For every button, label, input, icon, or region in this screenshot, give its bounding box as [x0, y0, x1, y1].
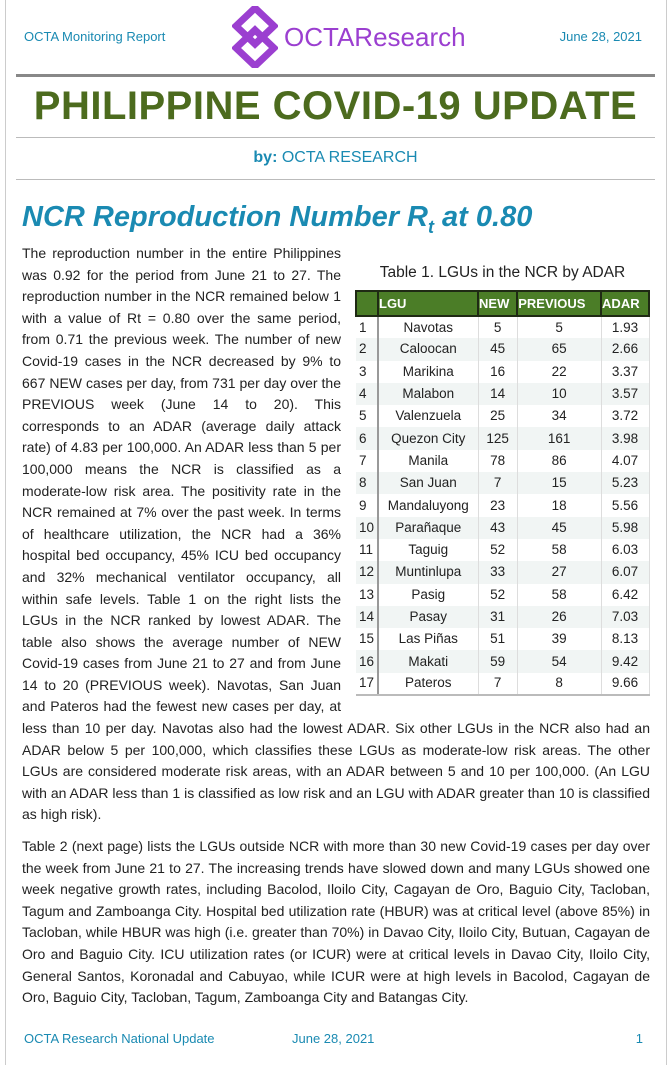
- table-cell: 13: [356, 584, 378, 606]
- table-row: [356, 383, 649, 405]
- table-cell: 5.98: [601, 517, 649, 539]
- table-cell: Quezon City: [378, 427, 478, 449]
- table-cell: 22: [517, 361, 601, 383]
- table-cell: 65: [517, 338, 601, 360]
- column-header: ADAR: [601, 291, 649, 316]
- table-row: [356, 361, 649, 383]
- table-cell: 14: [356, 606, 378, 628]
- table-cell: 45: [517, 517, 601, 539]
- table-cell: 33: [478, 561, 517, 583]
- column-header: LGU: [378, 291, 478, 316]
- table-cell: 10: [356, 517, 378, 539]
- table-cell: 6.42: [601, 584, 649, 606]
- footer-date: June 28, 2021: [292, 1030, 375, 1046]
- table-cell: 2: [356, 338, 378, 360]
- table-row: [356, 606, 649, 628]
- table-cell: 3.37: [601, 361, 649, 383]
- table-cell: 5.56: [601, 494, 649, 516]
- table-cell: 1.93: [601, 316, 649, 338]
- table-cell: 23: [478, 494, 517, 516]
- table-cell: 7: [478, 673, 517, 695]
- table-cell: Malabon: [378, 383, 478, 405]
- footer-title: OCTA Research National Update: [24, 1030, 215, 1046]
- section-heading: [22, 199, 532, 245]
- table-cell: Pasig: [378, 584, 478, 606]
- table-cell: 39: [517, 628, 601, 650]
- table-cell: 54: [517, 650, 601, 672]
- table-cell: 3.98: [601, 427, 649, 449]
- report-label: OCTA Monitoring Report: [24, 29, 166, 44]
- table-cell: 3: [356, 361, 378, 383]
- table-cell: 17: [356, 673, 378, 695]
- divider: [16, 137, 655, 138]
- table-caption: Table 1. LGUs in the NCR by ADAR: [379, 264, 626, 281]
- table-row: [356, 539, 649, 561]
- table-cell: Manila: [378, 450, 478, 472]
- table-cell: Pasay: [378, 606, 478, 628]
- table-cell: 16: [478, 361, 517, 383]
- table-cell: 9.66: [601, 673, 649, 695]
- table-cell: 27: [517, 561, 601, 583]
- heading-suffix: at 0.80: [434, 201, 533, 233]
- table-cell: Makati: [378, 650, 478, 672]
- table-cell: 16: [356, 650, 378, 672]
- table-cell: 3.72: [601, 405, 649, 427]
- table-cell: 161: [517, 427, 601, 449]
- logo-text: OCTAResearch: [284, 21, 466, 52]
- table-cell: 6: [356, 427, 378, 449]
- report-date: June 28, 2021: [559, 29, 642, 44]
- page-title: PHILIPPINE COVID-19 UPDATE: [33, 84, 638, 128]
- table-cell: Mandaluyong: [378, 494, 478, 516]
- table-row: [356, 561, 649, 583]
- table-row: [356, 427, 649, 449]
- table-cell: Caloocan: [378, 338, 478, 360]
- table-cell: Valenzuela: [378, 405, 478, 427]
- page-footer: [0, 1031, 671, 1065]
- octa-logo-icon: [232, 6, 278, 68]
- table-cell: 5: [517, 316, 601, 338]
- table-row: [356, 472, 649, 494]
- table-cell: 2.66: [601, 338, 649, 360]
- column-header: [356, 291, 378, 316]
- table-cell: 5: [356, 405, 378, 427]
- table-row: [356, 405, 649, 427]
- octa-logo: [232, 6, 466, 68]
- table-cell: 58: [517, 539, 601, 561]
- table-cell: 3.57: [601, 383, 649, 405]
- table-row: [356, 628, 649, 650]
- paragraph-2: Table 2 (next page) lists the LGUs outside NCR with more than 30 new Covid-19 cases per day over the week from June 21 to 27. The increasing trends have slowed down and many LGUs showed one week negative growth rates, including Bacolod, Iloilo City, Cagayan de Oro, Baguio City, Tacloban, Tagum and Zamboanga City. Hospital bed utilization rate (HBUR) was at critical level (above 85%) in Tacloban, while HBUR was high (i.e. greater than 70%) in Davao City, Iloilo City, Butuan, Cagayan de Oro and Baguio City. ICU utilization rates (or ICUR) were at critical levels in Davao City, Iloilo City, General Santos, Koronadal and Cabuyao, while ICUR were at high levels in Bacolod, Cagayan de Oro, Baguio City, Tacloban, Tagum, Zamboanga City and Batangas City.: [22, 838, 650, 1006]
- table-cell: 26: [517, 606, 601, 628]
- table-cell: 7: [356, 450, 378, 472]
- table-cell: Navotas: [378, 316, 478, 338]
- table-cell: 9: [356, 494, 378, 516]
- table-cell: Las Piñas: [378, 628, 478, 650]
- heading-text: NCR Reproduction Number R: [22, 201, 428, 233]
- table-cell: 5: [478, 316, 517, 338]
- byline: [0, 149, 671, 167]
- table-cell: 5.23: [601, 472, 649, 494]
- table-cell: 4.07: [601, 450, 649, 472]
- table-cell: 15: [517, 472, 601, 494]
- paragraph-1: The reproduction number in the entire Philippines was 0.92 for the period from June 21 to 27. The reproduction number in the NCR remained below 1 with a value of Rt = 0.80 over the same period, from 0.71 the previous week. The number of new Covid-19 cases in the NCR decreased by 9% to 667 NEW cases per day, from 731 per day over the PREVIOUS week (June 14 to 20). This corresponds to an ADAR (average daily attack rate) of 4.83 per 100,000. An ADAR less than 5 per 100,000 means the NCR is classified as a moderate-low risk area. The positivity rate in the NCR remained at 7% over the past week. In terms of healthcare utilization, the NCR had a 36% hospital bed occupancy, 45% ICU bed occupancy and 32% mechanical ventilator occupancy, all within safe levels. Table 1 on the right lists the LGUs in the NCR ranked by lowest ADAR. The table also shows the average number of NEW Covid-19 cases from June 21 to 27 and from June 14 to 20 (PREVIOUS week). Navotas, San Juan and Pateros had the fewest new cases per day, at less than 10 per day. Navotas also had the lowest ADAR. Six other LGUs in the NCR also had an ADAR below 5 per 100,000, which classifies these LGUs as moderate-low risk areas. The other LGUs are considered moderate risk areas, with an ADAR between 5 and 10 per 100,000. (An LGU with an ADAR less than 1 is classified as low risk and an LGU with ADAR greater than 10 is classified as high risk).: [22, 245, 650, 823]
- divider: [16, 74, 655, 77]
- table-row: [356, 316, 649, 338]
- table-cell: 14: [478, 383, 517, 405]
- table-cell: 34: [517, 405, 601, 427]
- table-cell: Taguig: [378, 539, 478, 561]
- table-cell: 18: [517, 494, 601, 516]
- table-cell: 9.42: [601, 650, 649, 672]
- byline-prefix: by:: [253, 149, 278, 166]
- table-cell: 1: [356, 316, 378, 338]
- table-cell: Parañaque: [378, 517, 478, 539]
- table-row: [356, 584, 649, 606]
- table-cell: 52: [478, 584, 517, 606]
- table-cell: 10: [517, 383, 601, 405]
- table-row: [356, 494, 649, 516]
- table-cell: Muntinlupa: [378, 561, 478, 583]
- table-cell: 52: [478, 539, 517, 561]
- table-cell: 31: [478, 606, 517, 628]
- column-header: PREVIOUS: [517, 291, 601, 316]
- table-cell: 11: [356, 539, 378, 561]
- table-cell: 7: [478, 472, 517, 494]
- byline-author: OCTA RESEARCH: [281, 149, 418, 166]
- table-cell: 43: [478, 517, 517, 539]
- column-header: NEW: [478, 291, 517, 316]
- table-cell: 8: [356, 472, 378, 494]
- table-row: [356, 450, 649, 472]
- table-row: [356, 517, 649, 539]
- table-cell: 59: [478, 650, 517, 672]
- table-cell: San Juan: [378, 472, 478, 494]
- table-cell: 25: [478, 405, 517, 427]
- table-cell: 12: [356, 561, 378, 583]
- divider: [16, 179, 655, 180]
- table-row: [356, 338, 649, 360]
- lgu-table: [355, 290, 650, 696]
- table-cell: 86: [517, 450, 601, 472]
- table-cell: Pateros: [378, 673, 478, 695]
- table-cell: 15: [356, 628, 378, 650]
- heading-subscript: t: [428, 216, 434, 237]
- table-cell: 8: [517, 673, 601, 695]
- table-cell: 51: [478, 628, 517, 650]
- table-cell: 125: [478, 427, 517, 449]
- table-1: [355, 263, 650, 696]
- page-number: 1: [635, 1030, 643, 1046]
- table-cell: 45: [478, 338, 517, 360]
- table-cell: 78: [478, 450, 517, 472]
- table-cell: 58: [517, 584, 601, 606]
- table-cell: 6.07: [601, 561, 649, 583]
- table-cell: 6.03: [601, 539, 649, 561]
- table-cell: 7.03: [601, 606, 649, 628]
- table-cell: 4: [356, 383, 378, 405]
- table-cell: 8.13: [601, 628, 649, 650]
- table-cell: Marikina: [378, 361, 478, 383]
- table-row: [356, 673, 649, 695]
- table-row: [356, 650, 649, 672]
